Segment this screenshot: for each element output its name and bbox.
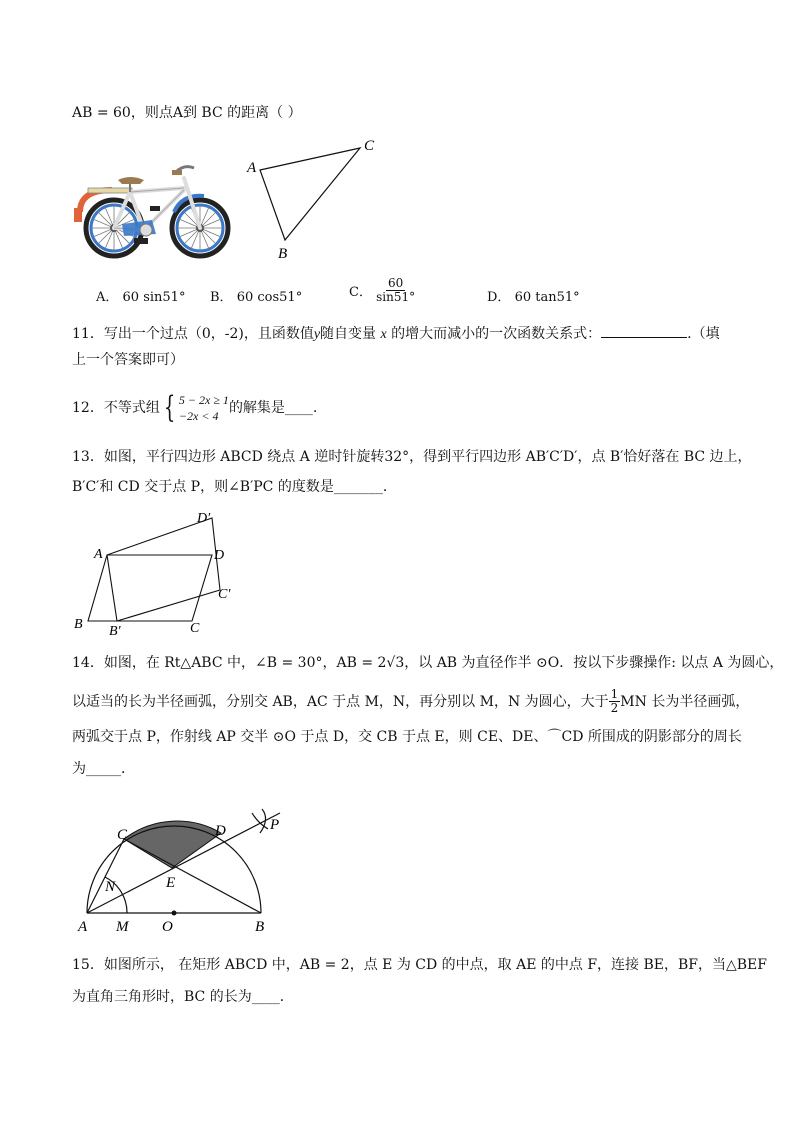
- q11-text-end: .（填: [687, 326, 720, 342]
- option-b-value: 60 cos51°: [236, 290, 303, 305]
- q11-text-post: 的增大而减小的一次函数关系式：: [391, 326, 602, 342]
- semi-label-a: A: [78, 919, 88, 935]
- q10-stem: AB = 60，则点A到 BC 的距离（ ）: [72, 105, 302, 121]
- para-label-b: B: [74, 617, 83, 632]
- brace-symbol: {: [163, 390, 176, 425]
- q14-line4: 为_____．: [72, 761, 135, 777]
- q13-line2: B′C′和 CD 交于点 P，则∠B′PC 的度数是_______．: [72, 479, 397, 495]
- para-label-c: C: [190, 621, 200, 636]
- q11-line2: 上一个答案即可）: [72, 352, 184, 368]
- q14-line1: 14．如图，在 Rt△ABC 中，∠B = 30°，AB = 2√3，以 AB 为直径作半 ⊙O．按以下步骤操作: 以点 A 为圆心，: [72, 655, 784, 671]
- option-b[interactable]: [210, 286, 302, 305]
- semi-label-m: M: [116, 919, 129, 935]
- semi-label-e: E: [166, 875, 176, 891]
- option-c[interactable]: [349, 277, 415, 304]
- q12-inequality-1: 5 − 2x ≥ 1: [178, 393, 229, 407]
- para-label-d: D: [214, 548, 225, 563]
- semi-label-d: D: [215, 823, 226, 839]
- option-c-denominator: sin51°: [376, 290, 416, 304]
- para-label-b-prime: B′: [109, 624, 121, 638]
- q14-line3: 两弧交于点 P，作射线 AP 交半 ⊙O 于点 D，交 CB 于点 E，则 CE、DE、⌒CD 所围成的阴影部分的周长: [72, 729, 742, 745]
- option-a-value: 60 sin51°: [122, 290, 186, 305]
- semicircle-figure: [72, 805, 302, 944]
- q12-line: [72, 392, 317, 424]
- q14-half-fraction: [609, 688, 621, 715]
- option-b-label: B．: [210, 290, 233, 305]
- option-c-label: C．: [349, 285, 372, 300]
- q12-text-pre: 12．不等式组: [72, 400, 160, 416]
- q11-text-pre: 11．写出一个过点（0，-2)，且函数值: [72, 326, 314, 342]
- q11-var-x: x: [380, 327, 387, 342]
- q11-var-y: y: [313, 327, 321, 342]
- option-a[interactable]: [96, 286, 185, 305]
- q11-text-mid: 随自变量: [320, 326, 377, 342]
- q14-text-pre: 以适当的长为半径画弧，分别交 AB，AC 于点 M，N，再分别以 M，N 为圆心，大于: [72, 693, 609, 710]
- parallelogram-figure: [72, 506, 272, 642]
- triangle-label-c: C: [364, 138, 375, 154]
- q15-line2: 为直角三角形时，BC 的长为____．: [72, 989, 294, 1005]
- q12-inequality-2: −2x < 4: [178, 409, 219, 423]
- triangle-label-b: B: [278, 246, 288, 262]
- q15-line1: 15．如图所示， 在矩形 ABCD 中，AB = 2，点 E 为 CD 的中点，取 AE 的中点 F，连接 BE，BF，当△BEF: [72, 957, 767, 973]
- q14-line2: [72, 688, 749, 715]
- option-d-value: 60 tan51°: [514, 290, 580, 305]
- q11-answer-blank[interactable]: [601, 323, 687, 338]
- semi-label-b: B: [255, 919, 265, 935]
- option-c-fraction: [376, 277, 415, 304]
- semi-label-p: P: [270, 817, 280, 833]
- para-label-d-prime: D′: [197, 511, 211, 526]
- bicycle-image: [72, 150, 242, 264]
- q14-frac-denominator: 2: [610, 701, 619, 715]
- triangle-label-a: A: [247, 160, 257, 176]
- q13-line1: 13．如图，平行四边形 ABCD 绕点 A 逆时针旋转32°，得到平行四边形 AB′C′D′，点 B′恰好落在 BC 边上，: [72, 449, 752, 465]
- option-c-numerator: 60: [387, 276, 404, 290]
- semi-label-c: C: [117, 827, 128, 843]
- para-label-a: A: [94, 547, 103, 562]
- option-d[interactable]: [487, 286, 580, 305]
- triangle-abc-figure: [240, 132, 390, 266]
- q11-line1: [72, 323, 720, 344]
- q12-inequality-system: [160, 392, 229, 424]
- q12-text-post: 的解集是____.: [228, 400, 318, 416]
- semi-label-o: O: [162, 919, 173, 935]
- q14-text-post: MN 长为半径画弧，: [620, 693, 750, 710]
- para-label-c-prime: C′: [218, 587, 231, 602]
- semi-label-n: N: [105, 879, 116, 895]
- q14-frac-numerator: 1: [610, 687, 619, 701]
- option-a-label: A．: [96, 290, 119, 305]
- option-d-label: D．: [487, 290, 511, 305]
